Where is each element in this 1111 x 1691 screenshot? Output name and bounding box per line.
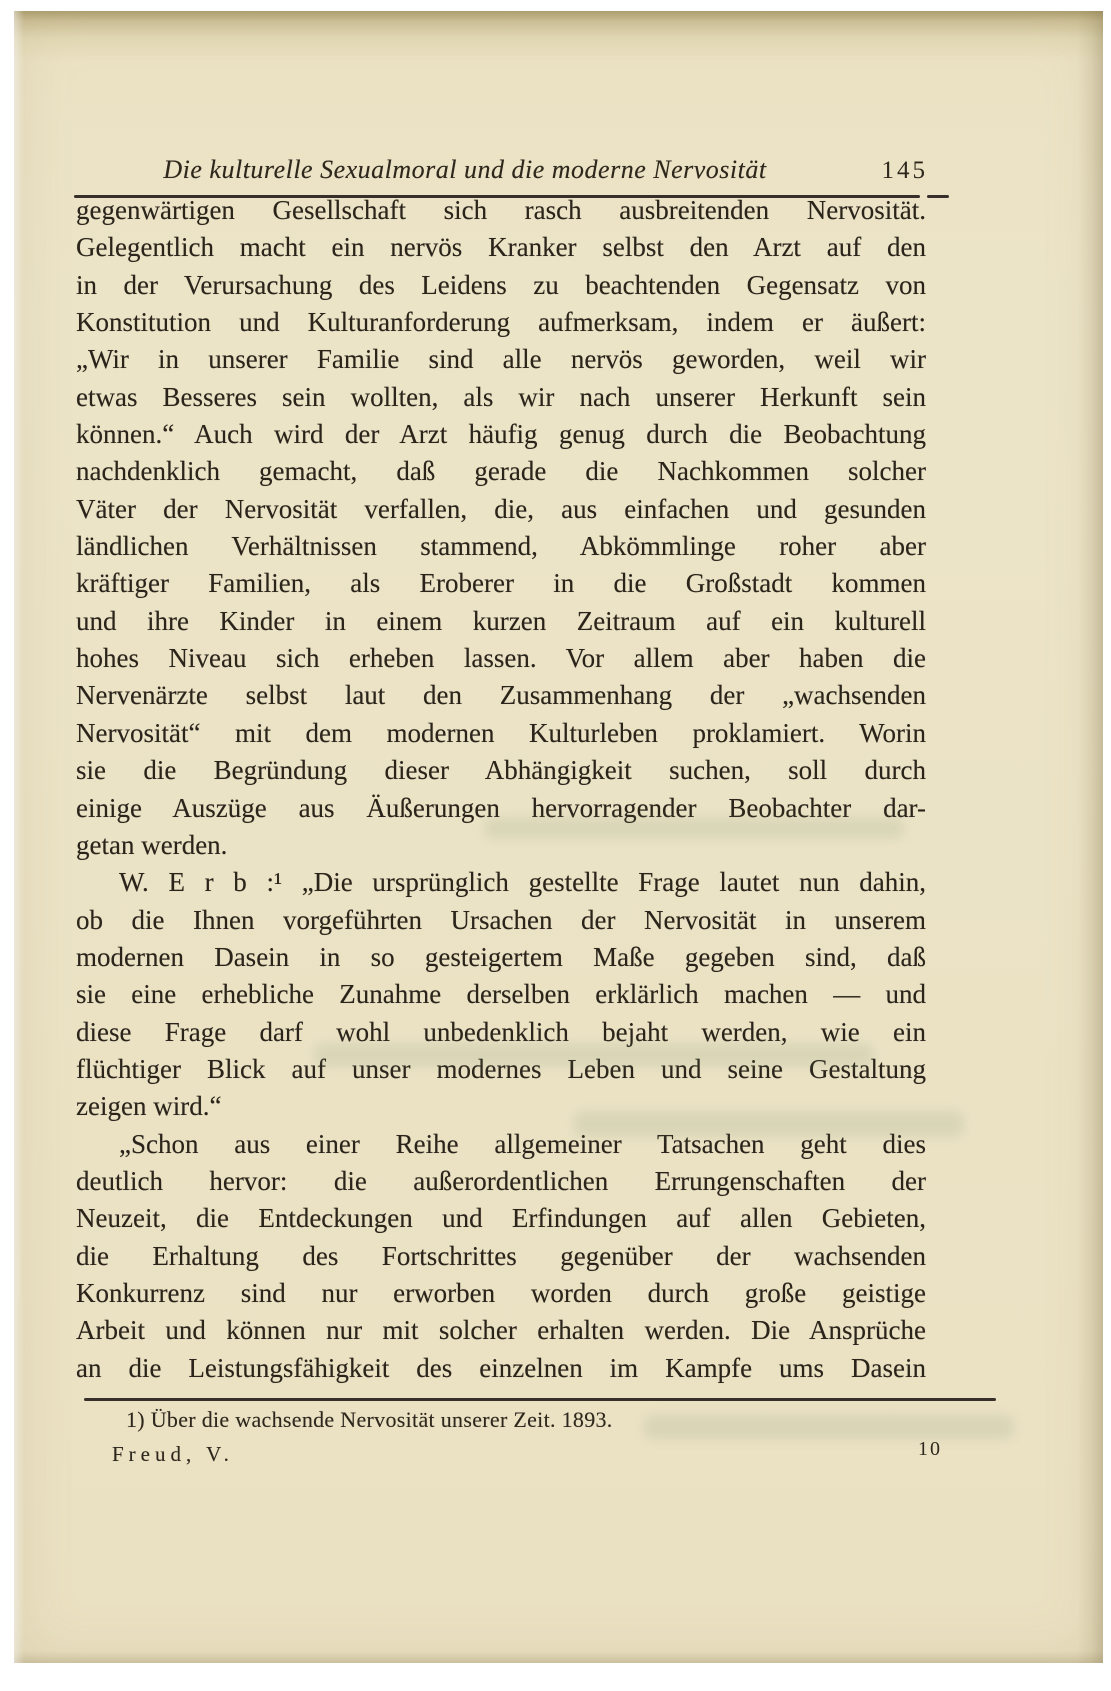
text-line: flüchtiger Blick auf unser modernes Leben und seine Gestaltung	[76, 1053, 926, 1084]
text-line: sie eine erhebliche Zunahme derselben erklärlich machen — und	[76, 979, 926, 1010]
book-page-scan	[14, 11, 1103, 1663]
text-line: Arbeit und können nur mit solcher erhalten werden. Die Ansprüche	[76, 1315, 926, 1346]
text-line: ländlichen Verhältnissen stammend, Abkömmlinge roher aber	[76, 531, 926, 562]
running-header	[74, 155, 946, 191]
footnote-rule	[84, 1398, 996, 1401]
text-line: „Schon aus einer Reihe allgemeiner Tatsachen geht dies	[119, 1128, 926, 1159]
text-line: Väter der Nervosität verfallen, die, aus einfachen und gesunden	[76, 493, 926, 524]
header-rule-end-segment	[927, 195, 949, 198]
text-line: modernen Dasein in so gesteigertem Maße gegeben sind, daß	[76, 941, 926, 972]
text-line: Gelegentlich macht ein nervös Kranker selbst den Arzt auf den	[76, 232, 926, 263]
text-line: Konstitution und Kulturanforderung aufmerksam, indem er äußert:	[76, 307, 926, 338]
text-line: ob die Ihnen vorgeführten Ursachen der Nervosität in unserem	[76, 904, 926, 935]
text-line: sie die Begründung dieser Abhängigkeit suchen, soll durch	[76, 755, 926, 786]
text-line: einige Auszüge aus Äußerungen hervorragender Beobachter dar-	[76, 792, 926, 823]
text-line: kräftiger Familien, als Eroberer in die Großstadt kommen	[76, 568, 926, 599]
text-line: W. E r b :¹ „Die ursprünglich gestellte Frage lautet nun dahin,	[119, 867, 926, 898]
text-line: Konkurrenz sind nur erworben worden durch große geistige	[76, 1277, 926, 1308]
text-line: an die Leistungsfähigkeit des einzelnen im Kampfe ums Dasein	[76, 1352, 926, 1383]
text-line: gegenwärtigen Gesellschaft sich rasch ausbreitenden Nervosität.	[76, 195, 926, 225]
text-line: diese Frage darf wohl unbedenklich bejaht werden, wie ein	[76, 1016, 926, 1047]
text-line: deutlich hervor: die außerordentlichen Errungenschaften der	[76, 1165, 926, 1196]
text-line: nachdenklich gemacht, daß gerade die Nachkommen solcher	[76, 456, 926, 487]
text-line: zeigen wird.“	[76, 1091, 222, 1122]
text-line: Neuzeit, die Entdeckungen und Erfindungen auf allen Gebieten,	[76, 1203, 926, 1234]
book-signature: Freud, V.	[112, 1442, 234, 1466]
body-text	[76, 192, 926, 1387]
running-header-title: Die kulturelle Sexualmoral und die moderne Nervosität	[163, 155, 767, 184]
text-line: getan werden.	[76, 829, 228, 860]
sheet-number: 10	[918, 1438, 942, 1460]
text-line: und ihre Kinder in einem kurzen Zeitraum auf ein kulturell	[76, 605, 926, 636]
text-line: hohes Niveau sich erheben lassen. Vor allem aber haben die	[76, 643, 926, 674]
text-line: „Wir in unserer Familie sind alle nervös geworden, weil wir	[76, 344, 926, 375]
text-line: Nervosität“ mit dem modernen Kulturleben proklamiert. Worin	[76, 717, 926, 748]
text-line: Nervenärzte selbst laut den Zusammenhang der „wachsenden	[76, 680, 926, 711]
text-line: können.“ Auch wird der Arzt häufig genug durch die Beobachtung	[76, 419, 926, 450]
text-line: die Erhaltung des Fortschrittes gegenüber der wachsenden	[76, 1240, 926, 1271]
text-line: etwas Besseres sein wollten, als wir nach unserer Herkunft sein	[76, 381, 926, 412]
page-number: 145	[881, 157, 928, 184]
footnote: 1) Über die wachsende Nervosität unserer Zeit. 1893.	[126, 1407, 613, 1432]
text-line: in der Verursachung des Leidens zu beachtenden Gegensatz von	[76, 269, 926, 300]
